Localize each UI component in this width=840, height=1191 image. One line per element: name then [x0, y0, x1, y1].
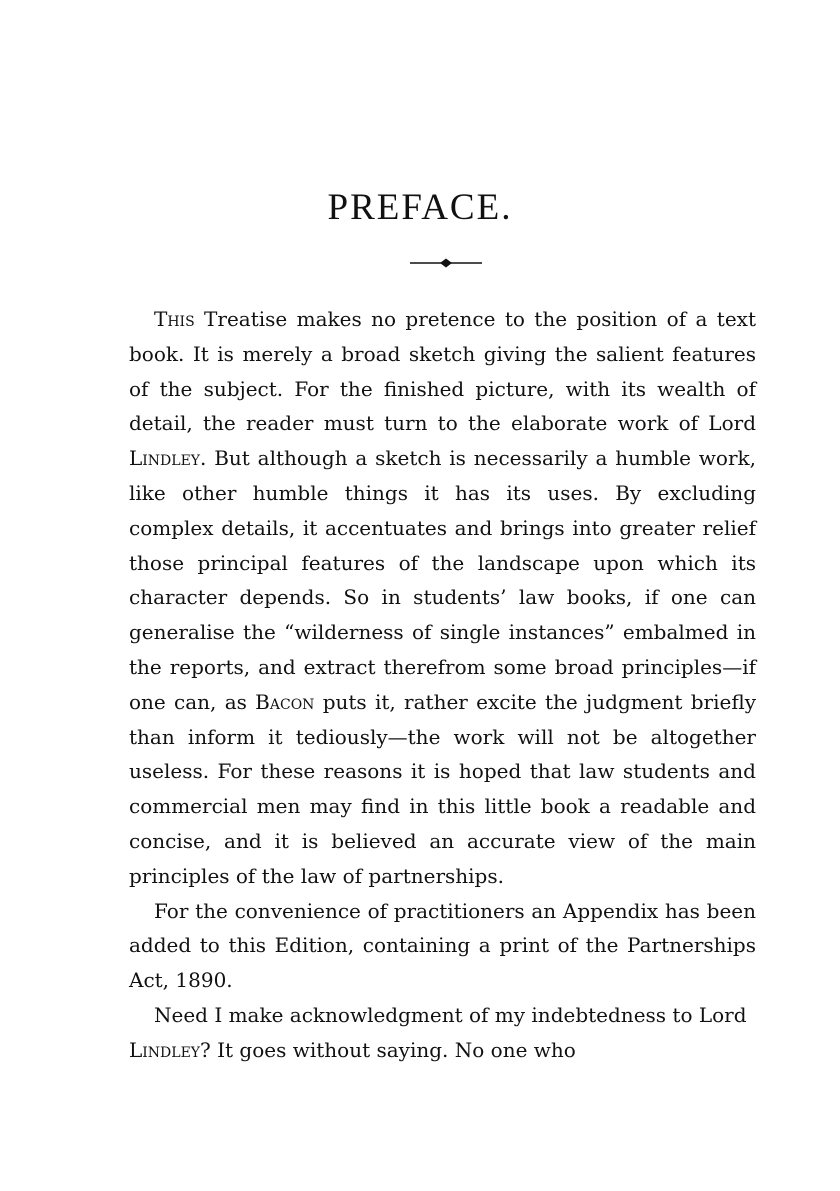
preface-body	[129, 302, 756, 1068]
text-run: Bacon	[255, 689, 315, 714]
text-run: For the convenience of practitioners an Appendix has been added to this Edition, containing a print of the Partnerships Act, 1890.	[129, 898, 756, 993]
text-run: Lindley	[129, 446, 201, 471]
title-ornament-rule	[410, 257, 482, 269]
text-run: Need I make acknowledgment of my indebtedness to Lord	[154, 1002, 747, 1027]
page-title: PREFACE.	[327, 187, 513, 228]
paragraph	[129, 894, 756, 998]
text-run: . But although a sketch is necessarily a humble work, like other humble things it has its uses. By excluding complex details, it accentuates and brings into greater relief those principal features of the landscape upon which its character depends. So in students’ law books, if one can generalise the “wilderness of single instances” embalmed in the reports, and extract therefrom some broad principles—if one can, as	[129, 446, 756, 714]
text-run: ? It goes without saying. No one who	[200, 1037, 576, 1062]
paragraph	[129, 998, 756, 1068]
paragraph	[129, 302, 756, 894]
text-run: This	[154, 307, 195, 331]
text-run: Lindley	[129, 1037, 201, 1062]
text-run: puts it, rather excite the judgment briefly than inform it tediously—the work will not be altogether useless. For these reasons it is hoped that law students and commercial men may find in this little book a readable and concise, and it is believed an accurate view of the main principles of the law of partnerships.	[129, 689, 756, 888]
text-run: Treatise makes no pretence to the position of a text book. It is merely a broad sketch giving the salient features of the subject. For the finished picture, with its wealth of detail, the reader must turn to the elaborate work of Lord	[129, 307, 756, 436]
